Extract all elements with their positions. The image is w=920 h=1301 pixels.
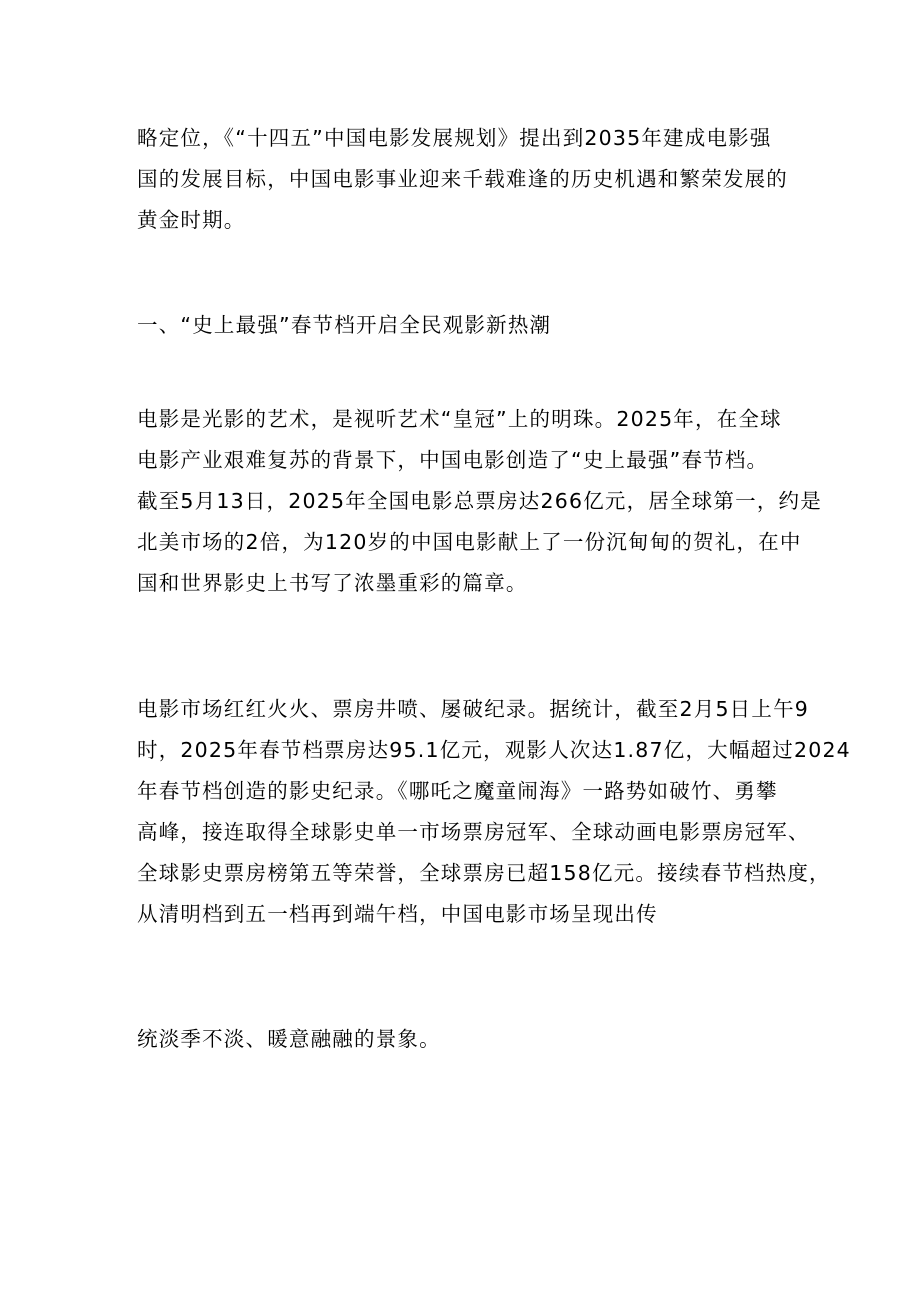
text-line: 略定位，《“十四五”中国电影发展规划》提出到2035年建成电影强: [137, 126, 772, 150]
text-line: 从清明档到五一档再到端午档，中国电影市场呈现出传: [137, 902, 658, 926]
text-line: 国和世界影史上书写了浓墨重彩的篇章。: [137, 571, 528, 595]
body-paragraph-continuation: [137, 1019, 787, 1060]
body-paragraph: [137, 399, 822, 604]
text-line: 黄金时期。: [137, 208, 246, 232]
body-paragraph: [137, 689, 851, 935]
text-line: 电影是光影的艺术，是视听艺术“皇冠”上的明珠。2025年，在全球: [137, 407, 782, 431]
text-line: 全球影史票房榜第五等荣誉，全球票房已超158亿元。接续春节档热度，: [137, 861, 831, 885]
text-line: 截至5月13日，2025年全国电影总票房达266亿元，居全球第一，约是: [137, 489, 822, 513]
intro-paragraph: [137, 118, 787, 241]
text-line: 电影市场红红火火、票房井喷、屡破纪录。据统计，截至2月5日上午9: [137, 697, 810, 721]
section-heading: [137, 305, 787, 346]
text-line: 时，2025年春节档票房达95.1亿元，观影人次达1.87亿，大幅超过2024: [137, 738, 851, 762]
text-line: 电影产业艰难复苏的背景下，中国电影创造了“史上最强”春节档。: [137, 448, 769, 472]
section-heading-text: 一、“史上最强”春节档开启全民观影新热潮: [137, 313, 552, 337]
text-line: 年春节档创造的影史纪录。《哪吒之魔童闹海》一路势如破竹、勇攀: [137, 779, 778, 803]
text-line: 统淡季不淡、暖意融融的景象。: [137, 1027, 441, 1051]
text-line: 高峰，接连取得全球影史单一市场票房冠军、全球动画电影票房冠军、: [137, 820, 810, 844]
text-line: 北美市场的2倍，为120岁的中国电影献上了一份沉甸甸的贺礼，在中: [137, 530, 802, 554]
text-line: 国的发展目标，中国电影事业迎来千载难逢的历史机遇和繁荣发展的: [137, 167, 788, 191]
